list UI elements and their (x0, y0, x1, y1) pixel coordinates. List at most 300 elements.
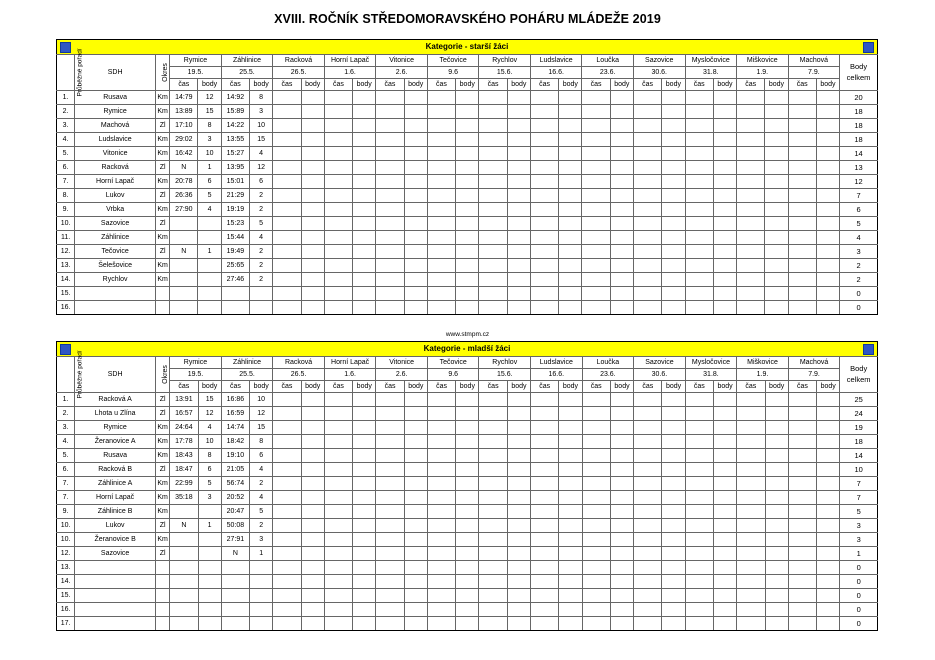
table-row (57, 575, 878, 589)
row-okres: Zl (156, 407, 170, 421)
row-points (559, 133, 582, 147)
row-points (353, 603, 376, 617)
row-points: 8 (198, 449, 221, 463)
row-time (479, 547, 507, 561)
row-time (324, 217, 352, 231)
round-place: Ludslavice (531, 357, 583, 369)
row-time (531, 547, 559, 561)
row-time (324, 407, 352, 421)
row-okres: Zl (156, 161, 170, 175)
row-time: 18:43 (170, 449, 198, 463)
row-time: 21:29 (221, 189, 249, 203)
row-time (634, 617, 662, 631)
row-points (507, 449, 530, 463)
table-row (57, 161, 878, 175)
row-points (817, 519, 840, 533)
table-row (57, 245, 878, 259)
row-time (273, 393, 301, 407)
row-time (582, 161, 610, 175)
row-points (507, 203, 530, 217)
row-points (713, 519, 736, 533)
row-points (507, 533, 530, 547)
row-points: 4 (250, 147, 273, 161)
row-time: 26:36 (170, 189, 198, 203)
row-total: 2 (840, 273, 878, 287)
row-time (582, 407, 610, 421)
row-points (353, 519, 376, 533)
row-time: 15:27 (221, 147, 249, 161)
row-points (713, 175, 736, 189)
row-time (273, 519, 301, 533)
row-time (479, 421, 507, 435)
row-points (507, 603, 530, 617)
row-time: 20:47 (221, 505, 249, 519)
row-rank: 9. (57, 505, 75, 519)
row-okres (156, 561, 170, 575)
row-points (662, 477, 685, 491)
row-points (559, 301, 582, 315)
row-points (456, 273, 479, 287)
row-points (816, 161, 839, 175)
row-team (75, 617, 156, 631)
row-time (788, 189, 816, 203)
row-points (559, 273, 582, 287)
row-rank: 16. (57, 603, 75, 617)
row-points: 15 (198, 393, 221, 407)
row-points (713, 533, 736, 547)
row-time (582, 273, 610, 287)
row-time (427, 575, 455, 589)
row-time: 14:92 (221, 91, 249, 105)
row-points: 2 (250, 259, 273, 273)
row-points (353, 273, 376, 287)
row-rank: 14. (57, 273, 75, 287)
row-time: 17:10 (170, 119, 198, 133)
row-total: 3 (840, 519, 878, 533)
row-rank: 15. (57, 287, 75, 301)
row-time (530, 175, 558, 189)
row-points (610, 147, 633, 161)
row-points (404, 259, 427, 273)
time-header: čas (273, 381, 301, 393)
row-points: 2 (250, 203, 273, 217)
row-points (816, 91, 839, 105)
round-place: Racková (273, 357, 325, 369)
row-team: Lhota u Zlína (75, 407, 156, 421)
row-points (816, 301, 839, 315)
row-time: 13:55 (221, 133, 249, 147)
row-points (817, 561, 840, 575)
time-header: čas (634, 381, 662, 393)
row-points (713, 217, 736, 231)
row-time (376, 105, 404, 119)
time-header: čas (582, 79, 610, 91)
row-points (662, 175, 685, 189)
row-points (353, 505, 376, 519)
row-time: 14:74 (221, 421, 249, 435)
row-time (376, 259, 404, 273)
row-points (456, 449, 479, 463)
row-points (250, 561, 273, 575)
row-points (662, 287, 685, 301)
row-points (610, 259, 633, 273)
row-points (817, 603, 840, 617)
row-points (662, 421, 685, 435)
total-header-label: Body celkem (846, 62, 871, 82)
row-points (198, 301, 221, 315)
table-row (57, 561, 878, 575)
row-time (788, 175, 816, 189)
row-time (324, 617, 352, 631)
round-place: Záhlinice (221, 357, 273, 369)
row-time (427, 603, 455, 617)
row-time (685, 617, 713, 631)
row-time (324, 589, 352, 603)
row-time (427, 449, 455, 463)
table-row (57, 231, 878, 245)
row-time (427, 189, 455, 203)
row-time (531, 393, 559, 407)
row-time: 17:78 (170, 435, 198, 449)
row-points (610, 449, 633, 463)
row-points (456, 105, 479, 119)
row-time (170, 273, 198, 287)
row-time (788, 91, 816, 105)
row-time (273, 189, 301, 203)
row-time (273, 491, 301, 505)
row-time (427, 421, 455, 435)
row-time (685, 301, 713, 315)
row-time: 15:01 (221, 175, 249, 189)
row-time (479, 245, 507, 259)
row-time (634, 491, 662, 505)
row-time (788, 547, 816, 561)
row-points (559, 561, 582, 575)
table-younger-pupils (56, 341, 878, 631)
points-header: body (404, 79, 427, 91)
row-time (685, 231, 713, 245)
row-time (685, 421, 713, 435)
row-team (75, 603, 156, 617)
row-points (404, 161, 427, 175)
row-points (765, 175, 788, 189)
row-okres: Km (156, 435, 170, 449)
row-okres (156, 617, 170, 631)
row-time (221, 287, 249, 301)
row-time (737, 161, 765, 175)
row-points: 10 (198, 147, 221, 161)
row-points (713, 231, 736, 245)
time-header: čas (633, 79, 661, 91)
row-time (634, 463, 662, 477)
row-time (737, 301, 765, 315)
row-points (713, 491, 736, 505)
row-time (737, 175, 765, 189)
row-points (559, 147, 582, 161)
row-time (427, 133, 455, 147)
row-time (788, 105, 816, 119)
row-time: 19:49 (221, 245, 249, 259)
row-time (582, 259, 610, 273)
row-okres (156, 287, 170, 301)
row-time (788, 561, 816, 575)
row-points (816, 105, 839, 119)
table-row (57, 589, 878, 603)
row-points (353, 561, 376, 575)
row-points (353, 477, 376, 491)
row-points (713, 477, 736, 491)
row-points (301, 435, 324, 449)
row-time (479, 463, 507, 477)
website-url: www.stmpm.cz (445, 331, 490, 338)
row-points (404, 491, 427, 505)
row-time (633, 133, 661, 147)
blue-square-icon (863, 344, 874, 355)
row-points (765, 287, 788, 301)
row-points (559, 505, 582, 519)
row-points (198, 287, 221, 301)
row-time: 16:86 (221, 393, 249, 407)
row-points (559, 175, 582, 189)
row-team: Záhlinice (75, 231, 156, 245)
row-time (531, 463, 559, 477)
row-time (170, 603, 198, 617)
row-points (610, 245, 633, 259)
row-points: 5 (250, 505, 273, 519)
row-time (582, 231, 610, 245)
row-time (170, 217, 198, 231)
row-time (376, 231, 404, 245)
row-points (507, 231, 530, 245)
row-time (324, 575, 352, 589)
row-points (507, 407, 530, 421)
row-time (376, 505, 404, 519)
row-points: 10 (250, 393, 273, 407)
round-place: Rymice (170, 55, 222, 67)
row-time (324, 203, 352, 217)
row-points (507, 133, 530, 147)
row-points (713, 407, 736, 421)
okres-header (156, 357, 170, 393)
row-time: 14:22 (221, 119, 249, 133)
row-time (376, 301, 404, 315)
row-points (765, 491, 788, 505)
row-points (713, 259, 736, 273)
time-header: čas (737, 381, 765, 393)
row-time (427, 547, 455, 561)
row-points (353, 393, 376, 407)
row-time (737, 189, 765, 203)
row-time (324, 301, 352, 315)
row-points (765, 477, 788, 491)
row-points (817, 547, 840, 561)
row-time (376, 491, 404, 505)
round-date: 26.5. (273, 67, 325, 79)
sdh-header: SDH (75, 55, 156, 91)
row-time (737, 617, 765, 631)
points-header: body (198, 381, 221, 393)
row-points (765, 203, 788, 217)
row-time (479, 231, 507, 245)
row-time (479, 301, 507, 315)
row-points (662, 259, 685, 273)
row-time (376, 91, 404, 105)
round-date: 30.6. (634, 369, 686, 381)
row-points (816, 287, 839, 301)
row-time (685, 547, 713, 561)
row-points (456, 245, 479, 259)
round-place: Rymice (170, 357, 222, 369)
row-time (788, 449, 816, 463)
row-points (353, 189, 376, 203)
row-total: 18 (840, 105, 878, 119)
row-points (610, 393, 633, 407)
row-points (610, 161, 633, 175)
row-points (559, 161, 582, 175)
row-points (713, 561, 736, 575)
points-header: body (250, 79, 273, 91)
row-points (301, 603, 324, 617)
row-time (634, 449, 662, 463)
row-points (662, 189, 685, 203)
row-points (404, 449, 427, 463)
row-time (170, 547, 198, 561)
row-points: 3 (250, 533, 273, 547)
row-time (582, 435, 610, 449)
row-time (479, 589, 507, 603)
row-points (559, 189, 582, 203)
row-time (788, 407, 816, 421)
row-points (301, 561, 324, 575)
row-time (634, 421, 662, 435)
row-points (404, 561, 427, 575)
row-time (376, 463, 404, 477)
row-points (507, 505, 530, 519)
row-points (713, 617, 736, 631)
row-time (376, 547, 404, 561)
row-points (507, 617, 530, 631)
row-time (324, 105, 352, 119)
row-rank: 14. (57, 575, 75, 589)
row-points (507, 119, 530, 133)
time-header: čas (788, 79, 816, 91)
row-time (685, 505, 713, 519)
row-points (301, 575, 324, 589)
row-time (633, 175, 661, 189)
row-points (662, 589, 685, 603)
row-points (713, 119, 736, 133)
row-time (376, 175, 404, 189)
row-team (75, 575, 156, 589)
row-total: 14 (840, 449, 878, 463)
row-points (456, 491, 479, 505)
row-time (479, 161, 507, 175)
row-points (353, 547, 376, 561)
row-points (404, 589, 427, 603)
row-time (324, 161, 352, 175)
row-time (788, 491, 816, 505)
time-header: čas (427, 381, 455, 393)
row-points (353, 161, 376, 175)
row-time (170, 575, 198, 589)
table-row (57, 273, 878, 287)
round-place: Rychlov (479, 55, 531, 67)
row-points (662, 105, 685, 119)
row-points: 4 (198, 203, 221, 217)
row-time (737, 547, 765, 561)
row-okres: Km (156, 105, 170, 119)
blue-square-icon (60, 344, 71, 355)
row-time (582, 449, 610, 463)
row-points (713, 287, 736, 301)
row-time (685, 119, 713, 133)
row-total: 7 (840, 189, 878, 203)
row-points (456, 147, 479, 161)
row-time (737, 91, 765, 105)
table-row (57, 133, 878, 147)
row-time (530, 231, 558, 245)
row-time: N (221, 547, 249, 561)
row-points (404, 189, 427, 203)
row-time (479, 273, 507, 287)
row-points (507, 393, 530, 407)
row-points (353, 421, 376, 435)
row-points (610, 231, 633, 245)
row-time (685, 133, 713, 147)
row-time (685, 393, 713, 407)
row-team: Vitonice (75, 147, 156, 161)
round-date: 23.6. (582, 369, 634, 381)
row-time (479, 133, 507, 147)
row-okres: Km (156, 491, 170, 505)
row-points (559, 245, 582, 259)
row-team: Lukov (75, 519, 156, 533)
row-time (427, 273, 455, 287)
row-okres: Km (156, 533, 170, 547)
row-points (301, 617, 324, 631)
row-points (507, 287, 530, 301)
points-header: body (353, 381, 376, 393)
row-time (273, 161, 301, 175)
row-team: Žeranovice B (75, 533, 156, 547)
row-time: 20:78 (170, 175, 198, 189)
row-points (301, 245, 324, 259)
row-points: 12 (198, 407, 221, 421)
row-rank: 9. (57, 203, 75, 217)
row-time: 16:57 (170, 407, 198, 421)
row-points (301, 259, 324, 273)
row-points (404, 217, 427, 231)
row-points (198, 273, 221, 287)
row-points (662, 449, 685, 463)
row-points (765, 435, 788, 449)
row-points (456, 175, 479, 189)
row-time (324, 119, 352, 133)
row-points (662, 231, 685, 245)
row-points (559, 231, 582, 245)
row-time (479, 449, 507, 463)
row-time (685, 491, 713, 505)
row-time (324, 147, 352, 161)
row-time (324, 463, 352, 477)
row-time (479, 603, 507, 617)
row-points (456, 217, 479, 231)
row-time (170, 301, 198, 315)
row-points (610, 203, 633, 217)
row-points (559, 477, 582, 491)
row-time (737, 463, 765, 477)
row-points (353, 449, 376, 463)
